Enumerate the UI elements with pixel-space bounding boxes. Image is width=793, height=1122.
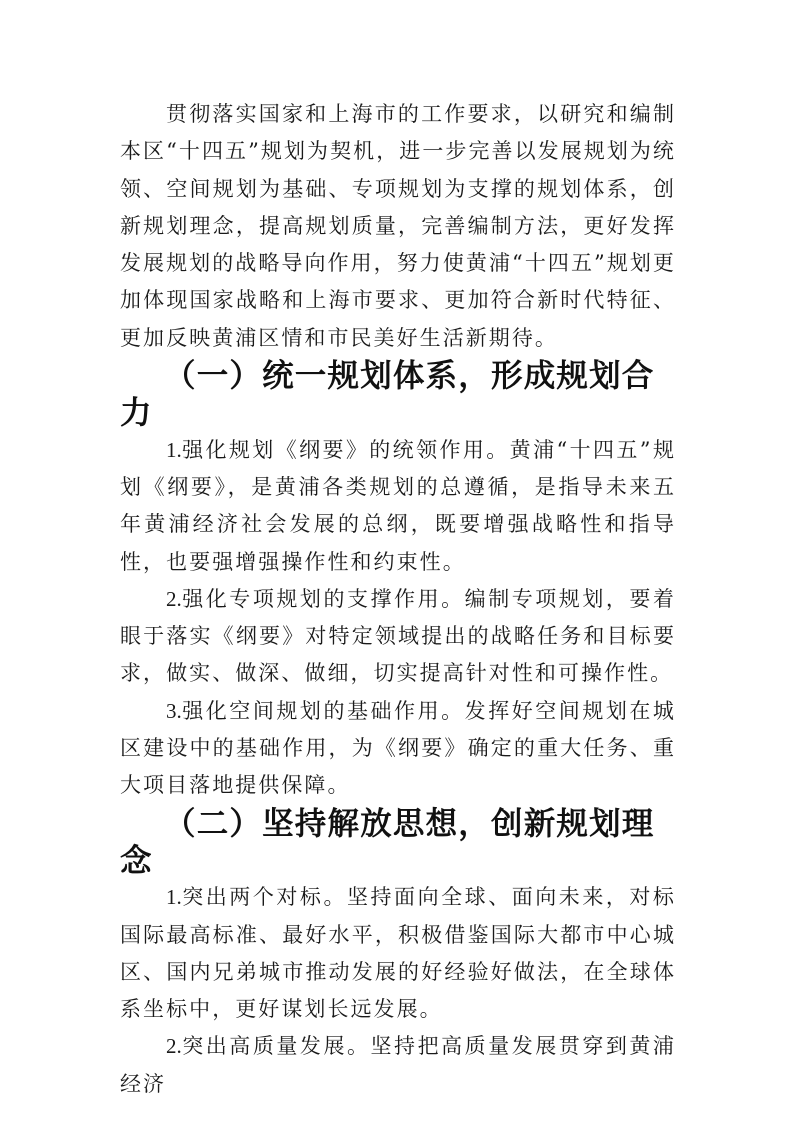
section-2-item-1 [120, 879, 676, 1028]
item-number: 2. [166, 1034, 182, 1059]
item-text: 强化专项规划的支撑作用。编制专项规划，要着眼于落实《纲要》对特定领域提出的战略任务和目标要求，做实、做深、做细，切实提高针对性和可操作性。 [120, 586, 676, 686]
item-text: 突出两个对标。坚持面向全球、面向未来，对标国际最高标准、最好水平，积极借鉴国际大都市中心城区、国内兄弟城市推动发展的好经验好做法，在全球体系坐标中，更好谋划长远发展。 [120, 885, 676, 1022]
item-number: 2. [166, 586, 182, 611]
item-number: 1. [166, 437, 182, 462]
section-heading-1: （一）统一规划体系，形成规划合力 [120, 357, 655, 432]
item-text: 突出高质量发展。坚持把高质量发展贯穿到黄浦经济 [120, 1034, 676, 1096]
section-1-item-3 [120, 693, 676, 805]
item-number: 3. [166, 698, 182, 723]
item-text: 强化规划《纲要》的统领作用。黄浦“十四五”规划《纲要》，是黄浦各类规划的总遵循，是指导未来五年黄浦经济社会发展的总纲，既要增强战略性和指导性，也要强增强操作性和约束性。 [120, 437, 676, 574]
section-heading-2: （二）坚持解放思想，创新规划理念 [120, 804, 655, 879]
intro-paragraph: 贯彻落实国家和上海市的工作要求，以研究和编制本区“十四五”规划为契机，进一步完善以发展规划为统领、空间规划为基础、专项规划为支撑的规划体系，创新规划理念，提高规划质量，完善编制方法，更好发挥发展规划的战略导向作用，努力使黄浦“十四五”规划更加体现国家战略和上海市要求、更加符合新时代特征、更加反映黄浦区情和市民美好生活新期待。 [120, 102, 676, 350]
document-page [120, 96, 676, 1103]
section-1-item-2 [120, 581, 676, 693]
item-number: 1. [166, 885, 182, 910]
section-1-item-1 [120, 432, 676, 581]
item-text: 强化空间规划的基础作用。发挥好空间规划在城区建设中的基础作用，为《纲要》确定的重大任务、重大项目落地提供保障。 [120, 698, 676, 798]
section-2-item-2 [120, 1028, 676, 1103]
